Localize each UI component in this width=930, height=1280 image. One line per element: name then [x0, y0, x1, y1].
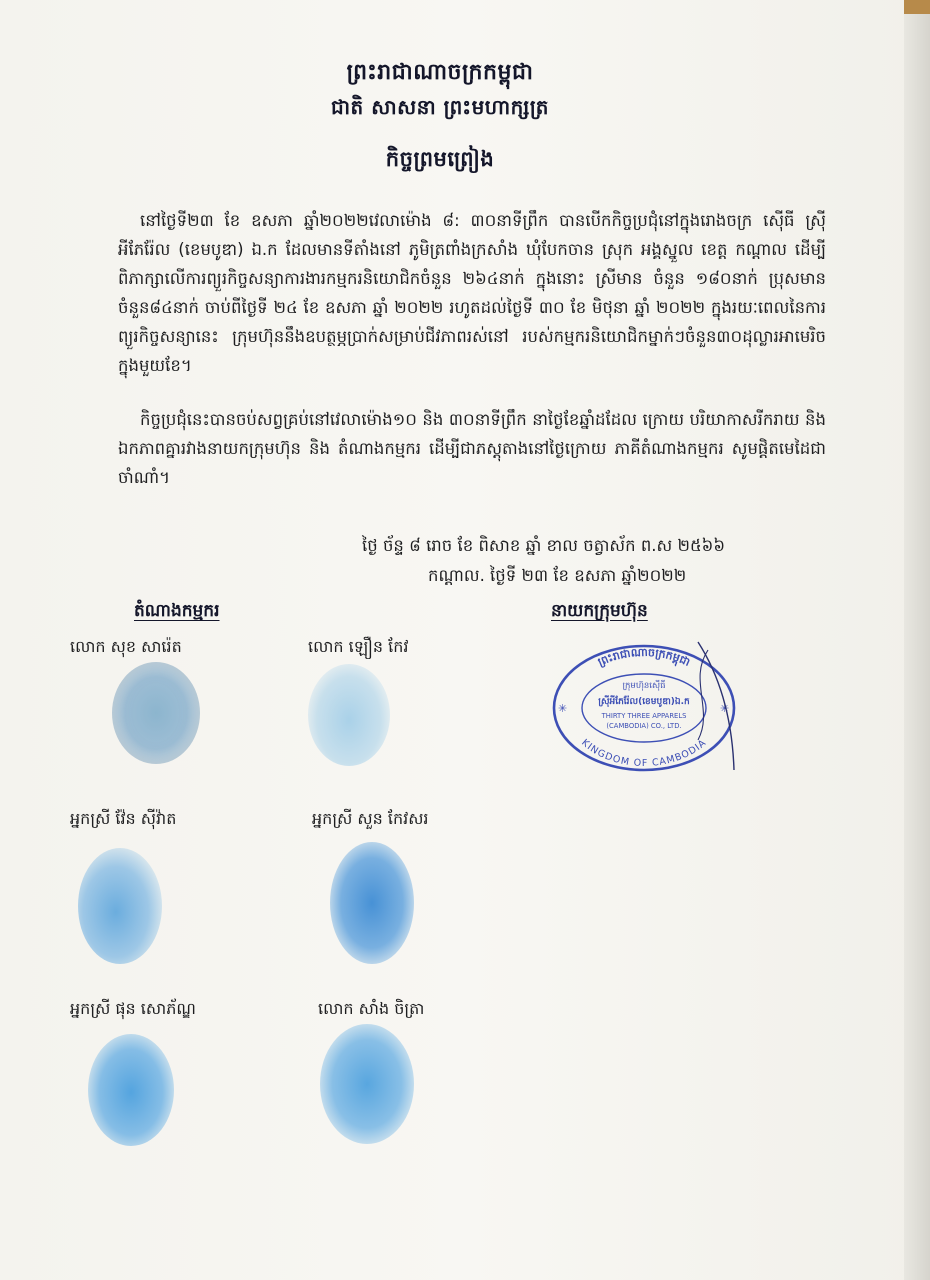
- signatory-name: អ្នកស្រី សួន កែវសរ: [312, 809, 429, 828]
- signatory-name: លោក សាំង ចិត្រា: [318, 999, 425, 1018]
- company-director-title: នាយកក្រុមហ៊ុន: [551, 601, 648, 621]
- signatory-name: លោក ឡឿន កែវ: [308, 637, 409, 656]
- seal-line-4: (CAMBODIA) CO., LTD.: [606, 722, 682, 730]
- paper-edge: [904, 0, 930, 1280]
- seal-arc-top: ព្រះរាជាណាចក្រកម្ពុជា: [596, 645, 693, 669]
- thumbprint-4: [330, 842, 414, 964]
- seal-line-3: THIRTY THREE APPARELS: [601, 712, 687, 720]
- thumbprint-2: [308, 664, 390, 766]
- solar-date-line: កណ្ដាល. ថ្ងៃទី ២៣ ខែ ឧសភា ឆ្នាំ២០២២: [428, 566, 687, 585]
- signatory-name: អ្នកស្រី ផុន សោភ័ណ្ឌ: [70, 999, 196, 1018]
- lunar-date-line: ថ្ងៃ ច័ន្ទ ៨ រោច ខែ ពិសាខ ឆ្នាំ ខាល ចត្វាស័ក ព.ស ២៥៦៦: [362, 536, 726, 555]
- worker-representatives-title: តំណាងកម្មករ: [134, 601, 220, 621]
- signatory-name: អ្នកស្រី វ៉ែន ស៊ីវ៉ាត: [70, 809, 177, 828]
- seal-line-1: ក្រុមហ៊ុនស៊ើធី: [622, 681, 666, 691]
- thumbprint-5: [88, 1034, 174, 1146]
- seal-arc-bottom: KINGDOM OF CAMBODIA: [579, 737, 709, 770]
- signatory-name: លោក សុខ សារ៉េត: [70, 637, 182, 656]
- national-motto: ជាតិ សាសនា ព្រះមហាក្សត្រ: [331, 95, 549, 119]
- paragraph-meeting-conclusion: កិច្ចប្រជុំនេះបានចប់សព្វគ្រប់នៅវេលាម៉ោង១០ និង ៣០នាទីព្រឹក នាថ្ងៃខែឆ្នាំដដែល ក្រោយ បរិយាកាសរីករាយ និង ឯកភាពគ្នារវាងនាយកក្រុមហ៊ុន និង តំណាងកម្មករ ដើម្បីជាភស្តុតាងនៅថ្ងៃក្រោយ ភាគីតំណាងកម្មករ សូមផ្តិតមេដៃជាចាំណាំ។: [118, 410, 826, 487]
- thumbprint-6: [320, 1024, 414, 1144]
- document-title: កិច្ចព្រមព្រៀង: [385, 147, 495, 171]
- paper-corner-mark: [904, 0, 930, 14]
- seal-star-left-icon: ✳: [558, 702, 568, 715]
- paragraph-meeting-details: នៅថ្ងៃទី២៣ ខែ ឧសភា ឆ្នាំ២០២២វេលាម៉ោង ៨: ៣០នាទីព្រឹក បានបើកកិច្ចប្រជុំនៅក្នុងរោងចក្រ ស៊ើធី ស្រ៊ី អីភែរ៉ែល (ខេមបូឌា) ឯ.ក ដែលមានទីតាំងនៅ ភូមិត្រពាំងក្រសាំង ឃុំបែកចាន ស្រុក អង្គស្នួល ខេត្ត កណ្ដាល ដើម្បីពិភាក្សាលើការព្យួរកិច្ចសន្យាការងារកម្មករនិយោជិកចំនួន ២៦៤នាក់ ក្នុងនោះ ស្រីមាន ចំនួន ១៨០នាក់ ប្រុសមានចំនួន៨៤នាក់ ចាប់ពីថ្ងៃទី ២៤ ខែ ឧសភា ឆ្នាំ ២០២២ រហូតដល់ថ្ងៃទី ៣០ ខែ មិថុនា ឆ្នាំ ២០២២ ក្នុងរយៈពេលនៃការព្យួរកិច្ចសន្យានេះ ក្រុមហ៊ុននឹងឧបត្ថម្ភប្រាក់សម្រាប់ជីវភាពរស់នៅ របស់កម្មករនិយោជិកម្នាក់ៗចំនួន៣០ដុល្លារអាមេរិច ក្នុងមួយខែ។: [118, 211, 826, 375]
- thumbprint-1: [112, 662, 200, 764]
- thumbprint-3: [78, 848, 162, 964]
- seal-star-right-icon: ✳: [720, 702, 730, 715]
- seal-outer-ring: [554, 646, 734, 770]
- company-seal: [548, 640, 740, 776]
- seal-line-2: ស្រ៊ីអីភែរ៉ែល(ខេមបូឌា)ឯ.ក: [598, 697, 690, 707]
- kingdom-heading: ព្រះរាជាណាចក្រកម្ពុជា: [346, 60, 534, 85]
